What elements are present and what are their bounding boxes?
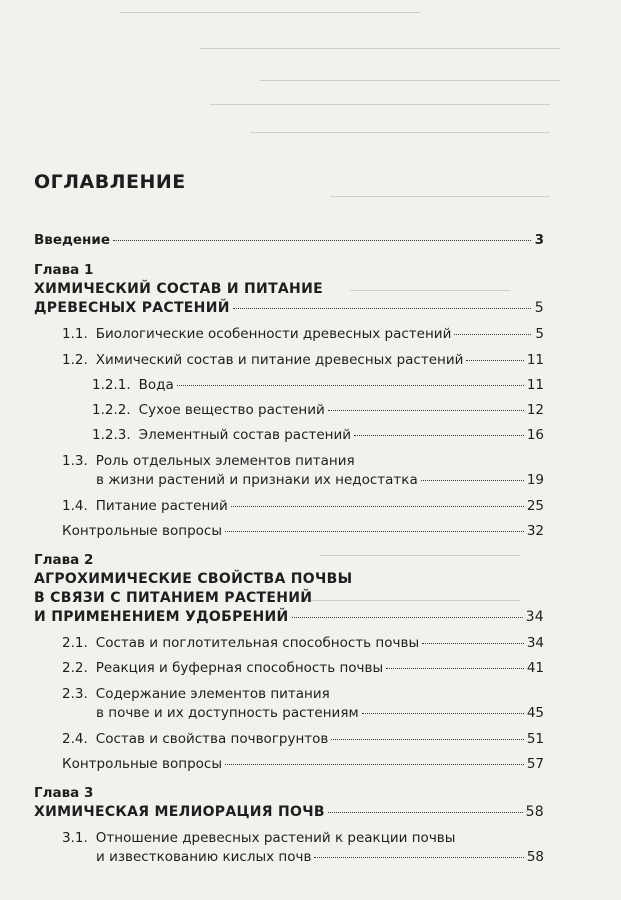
section-title: Контрольные вопросы: [62, 756, 222, 772]
toc-entry-questions[interactable]: [62, 523, 544, 539]
toc-page-number: 34: [525, 609, 544, 625]
toc-entry-subsection[interactable]: [92, 427, 544, 443]
section-title: Контрольные вопросы: [62, 523, 222, 539]
dot-leader: [331, 739, 523, 740]
toc-entry-continuation[interactable]: [96, 472, 544, 488]
toc-page-number: 19: [526, 472, 544, 488]
toc-entry-section[interactable]: [62, 686, 330, 702]
toc-entry-label: Введение: [34, 232, 110, 248]
section-title: Биологические особенности древесных растений: [95, 326, 452, 342]
toc-page-number: 25: [526, 498, 544, 514]
dot-leader: [421, 480, 524, 481]
toc-page-number: 41: [526, 660, 544, 676]
section-number: 2.1.: [62, 635, 88, 651]
page-title: ОГЛАВЛЕНИЕ: [34, 171, 186, 193]
chapter-heading-line: ХИМИЧЕСКИЙ СОСТАВ И ПИТАНИЕ: [34, 281, 323, 297]
toc-entry-section[interactable]: [62, 830, 455, 846]
toc-entry-chapter-1[interactable]: [34, 300, 544, 316]
dot-leader: [225, 764, 524, 765]
section-title: в почве и их доступность растениям: [96, 705, 359, 721]
section-number: 2.3.: [62, 686, 88, 702]
toc-entry-questions[interactable]: [62, 756, 544, 772]
toc-entry-section[interactable]: [62, 498, 544, 514]
section-title: Реакция и буферная способность почвы: [95, 660, 384, 676]
toc-page-number: 45: [526, 705, 544, 721]
section-number: 1.2.: [62, 352, 88, 368]
section-title: Состав и свойства почвогрунтов: [95, 731, 329, 747]
section-number: 1.2.1.: [92, 377, 131, 393]
section-title: Содержание элементов питания: [95, 686, 330, 702]
chapter-heading-line: В СВЯЗИ С ПИТАНИЕМ РАСТЕНИЙ: [34, 590, 313, 606]
toc-page-number: 51: [526, 731, 544, 747]
section-title: Химический состав и питание древесных растений: [95, 352, 464, 368]
toc-entry-chapter-2[interactable]: [34, 609, 544, 625]
chapter-label: Глава 2: [34, 552, 94, 568]
section-number: 1.4.: [62, 498, 88, 514]
toc-entry-continuation[interactable]: [96, 705, 544, 721]
dot-leader: [113, 240, 531, 241]
section-title: и известкованию кислых почв: [96, 849, 312, 865]
toc-page-number: 5: [535, 326, 544, 342]
toc-page-number: 11: [526, 352, 544, 368]
chapter-label: Глава 3: [34, 785, 94, 801]
toc-entry-continuation[interactable]: [96, 849, 544, 865]
toc-entry-chapter-3[interactable]: [34, 804, 544, 820]
toc-page-number: 58: [526, 849, 544, 865]
dot-leader: [233, 308, 531, 309]
dot-leader: [422, 643, 524, 644]
toc-page-number: 11: [526, 377, 544, 393]
toc-page-number: 16: [526, 427, 544, 443]
dot-leader: [454, 334, 531, 335]
dot-leader: [466, 360, 523, 361]
chapter-heading-line: ДРЕВЕСНЫХ РАСТЕНИЙ: [34, 300, 230, 316]
section-number: 1.2.2.: [92, 402, 131, 418]
dot-leader: [362, 713, 524, 714]
toc-entry-section[interactable]: [62, 326, 544, 342]
toc-page-number: 12: [526, 402, 544, 418]
toc-page-number: 32: [526, 523, 544, 539]
toc-entry-intro[interactable]: [34, 232, 544, 248]
dot-leader: [354, 435, 524, 436]
toc-entry-section[interactable]: [62, 635, 544, 651]
dot-leader: [328, 410, 524, 411]
section-title: Отношение древесных растений к реакции почвы: [95, 830, 456, 846]
dot-leader: [231, 506, 524, 507]
dot-leader: [177, 385, 524, 386]
toc-page-number: 57: [526, 756, 544, 772]
section-title: в жизни растений и признаки их недостатка: [96, 472, 418, 488]
dot-leader: [328, 812, 523, 813]
section-title: Элементный состав растений: [138, 427, 352, 443]
toc-entry-section[interactable]: [62, 352, 544, 368]
dot-leader: [292, 617, 523, 618]
section-title: Состав и поглотительная способность почвы: [95, 635, 420, 651]
toc-entry-section[interactable]: [62, 453, 355, 469]
section-number: 1.3.: [62, 453, 88, 469]
chapter-heading-line: ХИМИЧЕСКАЯ МЕЛИОРАЦИЯ ПОЧВ: [34, 804, 325, 820]
chapter-label: Глава 1: [34, 262, 94, 278]
toc-entry-section[interactable]: [62, 731, 544, 747]
dot-leader: [225, 531, 524, 532]
section-title: Сухое вещество растений: [138, 402, 325, 418]
toc-entry-subsection[interactable]: [92, 402, 544, 418]
section-title: Питание растений: [95, 498, 228, 514]
section-number: 1.1.: [62, 326, 88, 342]
chapter-heading-line: АГРОХИМИЧЕСКИЕ СВОЙСТВА ПОЧВЫ: [34, 571, 353, 587]
dot-leader: [314, 857, 523, 858]
section-number: 2.2.: [62, 660, 88, 676]
chapter-heading-line: И ПРИМЕНЕНИЕМ УДОБРЕНИЙ: [34, 609, 289, 625]
section-number: 2.4.: [62, 731, 88, 747]
section-number: 1.2.3.: [92, 427, 131, 443]
toc-page-number: 3: [534, 232, 544, 248]
toc-page-number: 5: [534, 300, 544, 316]
toc-entry-subsection[interactable]: [92, 377, 544, 393]
toc-page-number: 58: [525, 804, 544, 820]
section-title: Роль отдельных элементов питания: [95, 453, 355, 469]
section-title: Вода: [138, 377, 174, 393]
dot-leader: [386, 668, 524, 669]
toc-page-number: 34: [526, 635, 544, 651]
toc-entry-section[interactable]: [62, 660, 544, 676]
section-number: 3.1.: [62, 830, 88, 846]
